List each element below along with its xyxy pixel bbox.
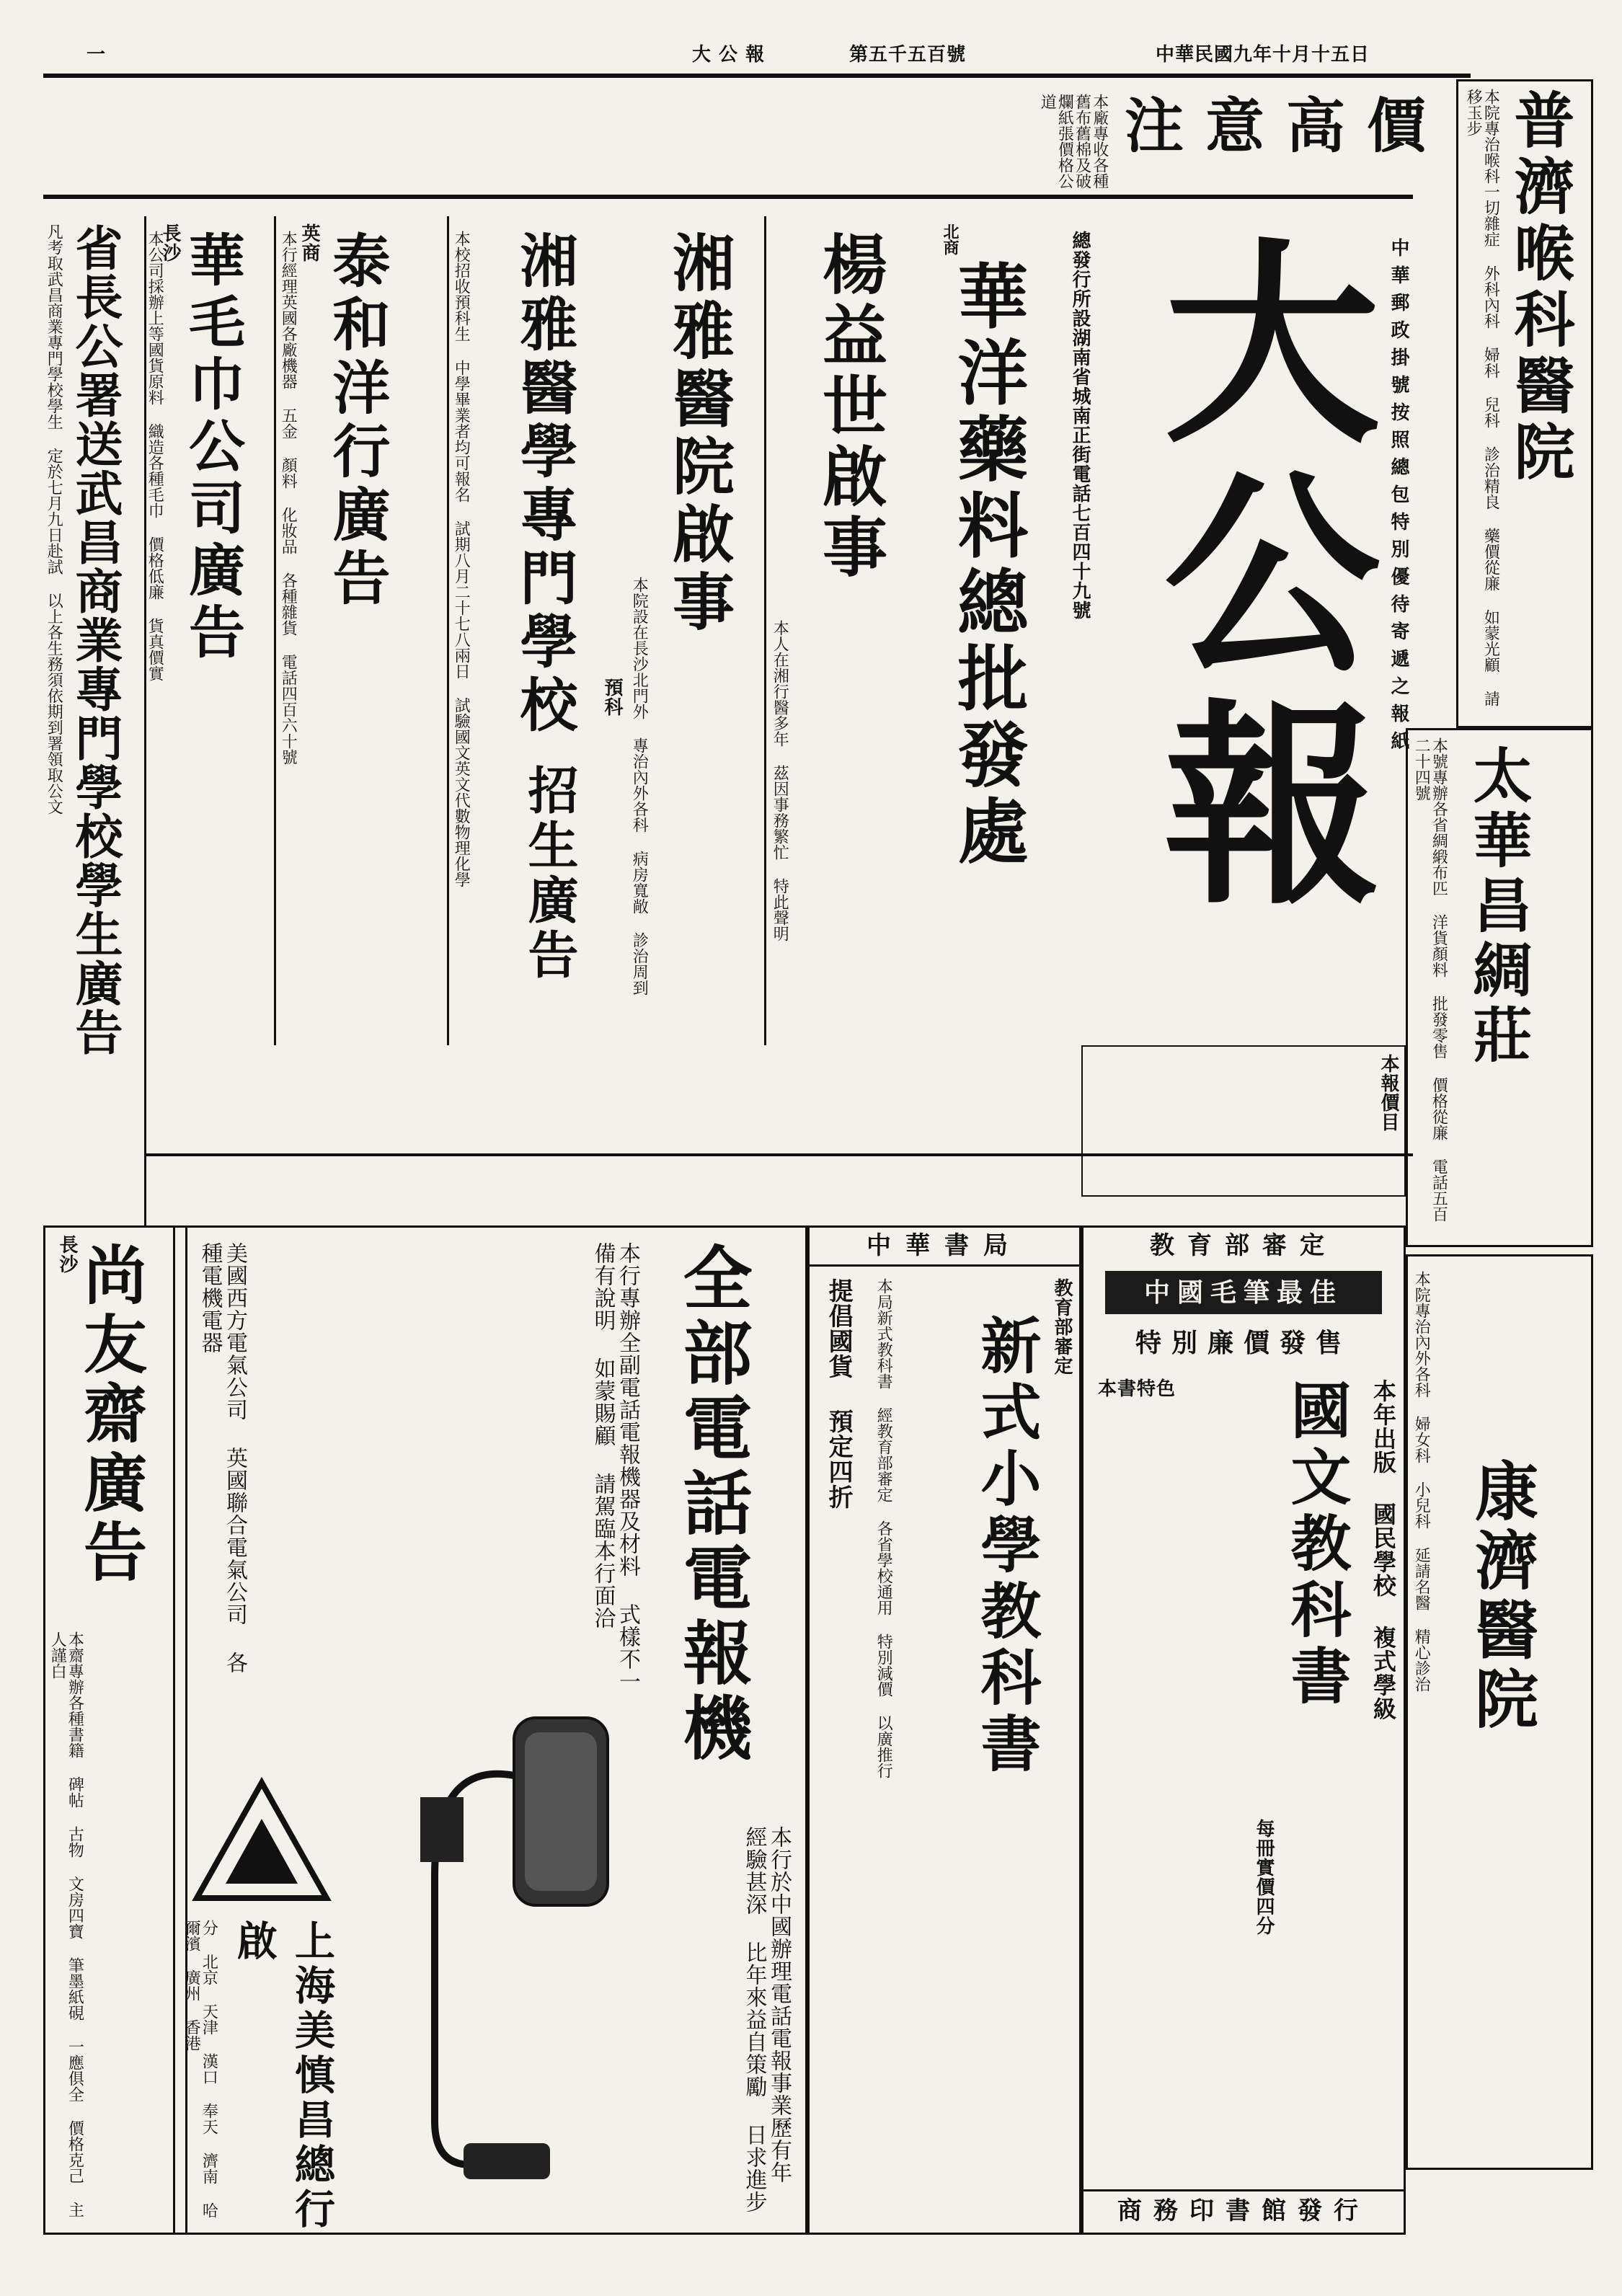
drug-wholesale-ad <box>923 216 1096 1045</box>
telephone-illustration <box>391 1689 622 2208</box>
xiang-ya-school-ad <box>447 216 629 1045</box>
xiang-ya-school-body: 本校招收預科生 中學畢業者均可報名 試期八月二十七八兩日 試驗國文英文代數物理化學 <box>452 231 471 887</box>
telephone-logo-text: 上海美慎昌總行啟 <box>231 1920 336 2233</box>
commercial-banner: 中國毛筆最佳 <box>1105 1271 1382 1314</box>
provincial-body: 凡考取武昌商業專門學校學生 定於七月九日赴試 以上各生務須依期到署領取公文 <box>45 223 63 815</box>
commercial-sub: 本年出版 國民學校 複式學級 <box>1370 1379 1397 1721</box>
shang-you-prefix: 長沙 <box>56 1235 78 1274</box>
kang-ji-body: 本院專治內外各科 婦女科 小兒科 延請名醫 精心診治 <box>1412 1271 1431 1692</box>
hua-mao-ad <box>144 216 274 1045</box>
top-banner: 注意高價 <box>1125 92 1448 161</box>
tai-he-prefix: 英商 <box>298 223 320 262</box>
shang-you-title: 尚友齋廣告 <box>74 1242 149 1588</box>
dateline: 中華民國九年十月十五日 <box>1155 44 1370 66</box>
xiang-ya-recruit: 招生廣告 <box>520 764 580 983</box>
hua-mao-prefix: 長沙 <box>159 223 181 262</box>
tai-he-title: 泰和洋行廣告 <box>323 231 391 611</box>
telephone-body1: 本行專辦全副電話電報機器及材料 式樣不一 備有說明 如蒙賜顧 請駕臨本行面洽 <box>590 1242 640 1693</box>
kang-ji-hospital-ad <box>1406 1254 1593 2170</box>
commercial-price-banner: 特別廉價發售 <box>1135 1328 1352 1358</box>
zhonghua-sub: 教育部審定 <box>1051 1278 1073 1375</box>
drug-ad-title: 華洋藥料總批發處 <box>946 260 1029 871</box>
paper-name-small: 大 公 報 <box>692 44 766 66</box>
telephone-agents: 美國西方電氣公司 英國聯合電氣公司 各種電機電器 <box>197 1242 247 1674</box>
tai-he-body: 本行經理英國各廠機器 五金 顏料 化妝品 各種雜貨 電話四百六十號 <box>279 231 298 765</box>
zhonghua-offer: 提倡國貨 預定四折 <box>824 1278 854 1510</box>
hospital-ad-right <box>1456 79 1593 728</box>
commercial-features-title: 本書特色 <box>1098 1378 1176 1400</box>
masthead-title: 大公報 <box>1127 231 1382 923</box>
telephone-title: 全部電話電報機 <box>672 1242 753 1767</box>
top-banner-sub: 本廠專收各種舊布舊棉及破爛紙張價格公道 <box>1038 94 1109 189</box>
xiang-ya-school-title: 湘雅醫學專門學校 <box>510 231 578 738</box>
provincial-title: 省長公署送武昌商業專門學校學生廣告 <box>67 223 123 1057</box>
masthead-notice: 中華郵政掛號按照總包特別優待寄遞之報紙 <box>1388 238 1409 758</box>
tai-he-ad <box>274 216 449 1045</box>
zhonghua-title: 新式小學教科書 <box>971 1314 1042 1778</box>
hospital-ad-body: 本院專治喉科一切雜症 外科內科 婦科 兒科 診治精良 藥價從廉 如蒙光顧 請移玉步 <box>1464 89 1500 706</box>
price-box <box>1081 1045 1406 1197</box>
hua-mao-body: 本公司採辦上等國貨原料 織造各種毛巾 價格低廉 貨真價實 <box>146 231 164 681</box>
price-box-title: 本報價目 <box>1378 1054 1399 1132</box>
kang-ji-title: 康濟醫院 <box>1465 1458 1540 1735</box>
hospital-ad-title: 普濟喉科醫院 <box>1504 89 1576 487</box>
silk-company-body: 本號專辦各省綢緞布匹 洋貨顏料 批發零售 價格從廉 電話五百二十四號 <box>1412 737 1448 1222</box>
masthead-box <box>1096 216 1413 1045</box>
mei-shen-chang-logo <box>190 1776 334 1905</box>
xiang-ya-hosp-body: 本院設在長沙北門外 專治內外各科 病房寬敞 診治周到 <box>630 577 649 996</box>
telephone-branches: 分 北京 天津 漢口 奉天 濟南 哈爾濱 廣州 香港 <box>182 1920 218 2218</box>
commercial-price: 每冊實價四分 <box>1253 1819 1275 1936</box>
silk-company-title: 太華昌綢莊 <box>1463 745 1533 1069</box>
commercial-header: 教育部審定 <box>1150 1231 1337 1260</box>
yang-yi-shi-notice <box>764 216 925 1045</box>
yang-yi-body: 本人在湘行醫多年 茲因事務繁忙 特此聲明 <box>771 620 789 941</box>
commercial-footer: 商務印書館發行 <box>1083 2189 1404 2225</box>
serial-number: 第五千五百號 <box>848 44 966 66</box>
zhonghua-book-ad <box>807 1225 1081 2235</box>
provincial-notice <box>43 216 146 1225</box>
header-divider <box>43 195 1413 199</box>
hua-mao-title: 華毛巾公司廣告 <box>180 231 245 665</box>
header-strip <box>43 45 1471 78</box>
zhonghua-header: 中華書局 <box>810 1232 1079 1267</box>
shang-you-body: 本齋專辦各種書籍 碑帖 古物 文房四寶 筆墨紙硯 一應俱全 價格克己 主人謹白 <box>48 1631 84 2217</box>
telephone-ad <box>173 1225 807 2235</box>
page-number: 一 <box>87 44 107 66</box>
shang-you-ad <box>43 1225 187 2235</box>
silk-company-ad <box>1406 728 1593 1247</box>
xiang-ya-school-suffix: 預科 <box>601 678 623 717</box>
zhonghua-body: 本局新式教科書 經教育部審定 各省學校通用 特別減價 以廣推行 <box>874 1278 893 1778</box>
xiang-ya-hospital-notice <box>627 216 764 1045</box>
commercial-press-ad <box>1081 1225 1406 2235</box>
xiang-ya-hosp-title: 湘雅醫院啟事 <box>662 231 735 637</box>
commercial-title: 國文教科書 <box>1281 1379 1352 1711</box>
yang-yi-title: 楊益世啟事 <box>811 231 887 584</box>
telephone-body2: 本行於中國辦理電話電報事業歷有年 經驗甚深 比年來益自策勵 日求進步 <box>741 1826 792 2213</box>
drug-ad-prefix: 北商 <box>941 223 960 255</box>
drug-ad-address: 總發行所設湖南省城南正街電話七百四十九號 <box>1069 231 1091 620</box>
